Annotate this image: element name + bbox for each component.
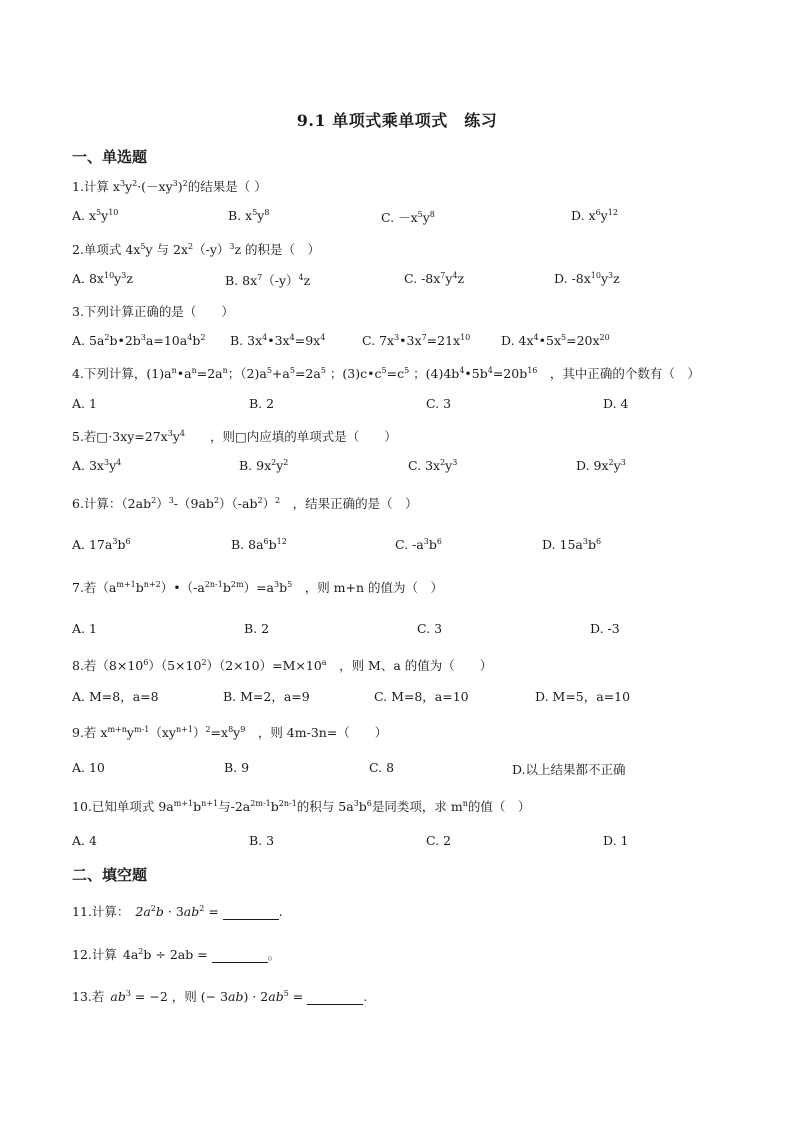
question-7-option-d: D. -3	[590, 621, 620, 636]
question-1-option-b: B. $x^5y^8$	[228, 207, 270, 223]
question-5-option-d: D. $9x^2y^3$	[576, 457, 626, 473]
question-4-option-a: A. 1	[72, 396, 97, 411]
question-1-option-c: C. $-x^5y^8$	[381, 209, 435, 225]
question-6-option-c: C. $-a^3b^6$	[395, 536, 442, 552]
question-8-option-c: C. M=8，a=10	[374, 689, 469, 704]
question-4-option-c: C. 3	[426, 396, 452, 411]
question-8-option-d: D. M=5，a=10	[535, 689, 631, 704]
question-7-option-b: B. 2	[244, 621, 270, 636]
question-7-stem: 7.若$(a^{m+1}b^{n+2})•(-a^{2n-1}b^{2m})=a^3b^5$ ，则 m+n 的值为（ ）	[72, 579, 444, 595]
question-4-stem: 4.下列计算，$(1)a^n•a^n=2a^n$；$(2)a^5+a^5=2a^5$ ；$(3)c•c^5=c^5$ ；$(4)4b^4•5b^4=20b^{16}$ ，其中正确的个数有（ ）	[72, 365, 700, 381]
question-3-option-a: A. $5a^2b•2b^3a=10a^4b^2$	[72, 332, 206, 348]
question-10-option-c: C. 2	[426, 833, 452, 848]
fill-question-12	[72, 945, 280, 963]
question-7-option-c: C. 3	[417, 621, 443, 636]
question-6-option-a: A. $17a^3b^6$	[72, 536, 131, 552]
answer-blank[interactable]	[307, 989, 363, 1005]
question-4-option-b: B. 2	[249, 396, 275, 411]
fill-question-suffix: 。	[267, 947, 281, 962]
question-5-option-c: C. $3x^2y^3$	[408, 457, 458, 473]
question-10-stem: 10.已知单项式 $9a^{m+1}b^{n+1}$与$-2a^{2m-1}b^{2n-1}$的积与 $5a^3b^6$是同类项，求 $m^n$的值（ ）	[72, 798, 531, 814]
fill-question-prefix: 11.计算：	[72, 904, 130, 919]
question-1-option-d: D. $x^6y^{12}$	[571, 207, 618, 223]
section-heading-fill-blank: 二、填空题	[72, 866, 148, 884]
question-6-option-d: D. $15a^3b^6$	[542, 536, 602, 552]
page-title: 9.1 单项式乘单项式 练习	[296, 111, 498, 130]
fill-question-expression: $ab^3 = -2$ ，则 (− $3ab) \cdot 2ab^5$ =	[110, 988, 304, 1004]
question-9-option-c: C. 8	[369, 760, 395, 775]
section-heading-single-choice: 一、单选题	[72, 148, 148, 166]
fill-question-expression: $2a^2b \cdot 3ab^2$ =	[135, 903, 219, 919]
answer-blank[interactable]	[223, 904, 279, 920]
question-8-option-b: B. M=2，a=9	[223, 689, 310, 704]
question-3-option-c: C. $7x^3•3x^7=21x^{10}$	[362, 332, 471, 348]
answer-blank[interactable]	[212, 947, 268, 963]
fill-question-prefix: 12.计算	[72, 947, 117, 962]
question-1-option-a: A. $x^5y^{10}$	[72, 207, 119, 223]
question-6-stem: 6.计算：$(2ab^2)^3-(9ab^2)(-ab^2)^2$ ，结果正确的是（ ）	[72, 495, 418, 511]
question-10-option-d: D. 1	[603, 833, 629, 848]
question-10-option-b: B. 3	[249, 833, 275, 848]
fill-question-11	[72, 902, 283, 920]
fill-question-suffix: .	[363, 989, 368, 1004]
question-2-option-d: D. $-8x^{10}y^3z$	[554, 270, 620, 286]
fill-question-prefix: 13.若	[72, 989, 105, 1004]
question-7-option-a: A. 1	[72, 621, 97, 636]
question-8-stem: 8.若$(8\times 10^6)(5\times 10^2)(2\times 10)=M\times 10^a$ ，则 M、a 的值为（ ）	[72, 657, 493, 673]
question-8-option-a: A. M=8，a=8	[72, 689, 159, 704]
question-9-stem: 9.若 $x^{m+n}y^{m-1}(xy^{n+1})^2=x^8y^9$ ，则 4m-3n=（ ）	[72, 724, 388, 740]
question-4-option-d: D. 4	[603, 396, 629, 411]
question-1-stem: 1.计算 $x^3y^2\cdot(-xy^3)^2$的结果是（ ）	[72, 178, 267, 194]
question-5-stem: 5.若$□\cdot 3xy=27x^3y^4$ ，则□内应填的单项式是（ ）	[72, 428, 397, 444]
question-10-option-a: A. 4	[72, 833, 97, 848]
question-2-stem: 2.单项式 $4x^5y$ 与 $2x^2(-y)^3z$ 的积是（ ）	[72, 241, 321, 257]
question-2-option-a: A. $8x^{10}y^3z$	[72, 270, 133, 286]
question-5-option-a: A. $3x^3y^4$	[72, 457, 122, 473]
question-6-option-b: B. $8a^6b^{12}$	[231, 536, 287, 552]
question-3-stem: 3.下列计算正确的是（ ）	[72, 304, 234, 319]
question-9-option-d: D.以上结果都不正确	[512, 762, 626, 777]
question-9-option-a: A. 10	[72, 760, 105, 775]
question-9-option-b: B. 9	[224, 760, 250, 775]
question-2-option-b: B. $8x^7(-y)^4z$	[225, 272, 311, 288]
fill-question-suffix: .	[278, 904, 283, 919]
question-3-option-b: B. $3x^4•3x^4=9x^4$	[230, 332, 326, 348]
fill-question-13	[72, 987, 367, 1005]
question-2-option-c: C. $-8x^7y^4z$	[404, 270, 465, 286]
question-3-option-d: D. $4x^4•5x^5=20x^{20}$	[501, 332, 610, 348]
fill-question-expression: $4a^2b \div 2ab$ =	[122, 946, 208, 962]
question-5-option-b: B. $9x^2y^2$	[239, 457, 289, 473]
